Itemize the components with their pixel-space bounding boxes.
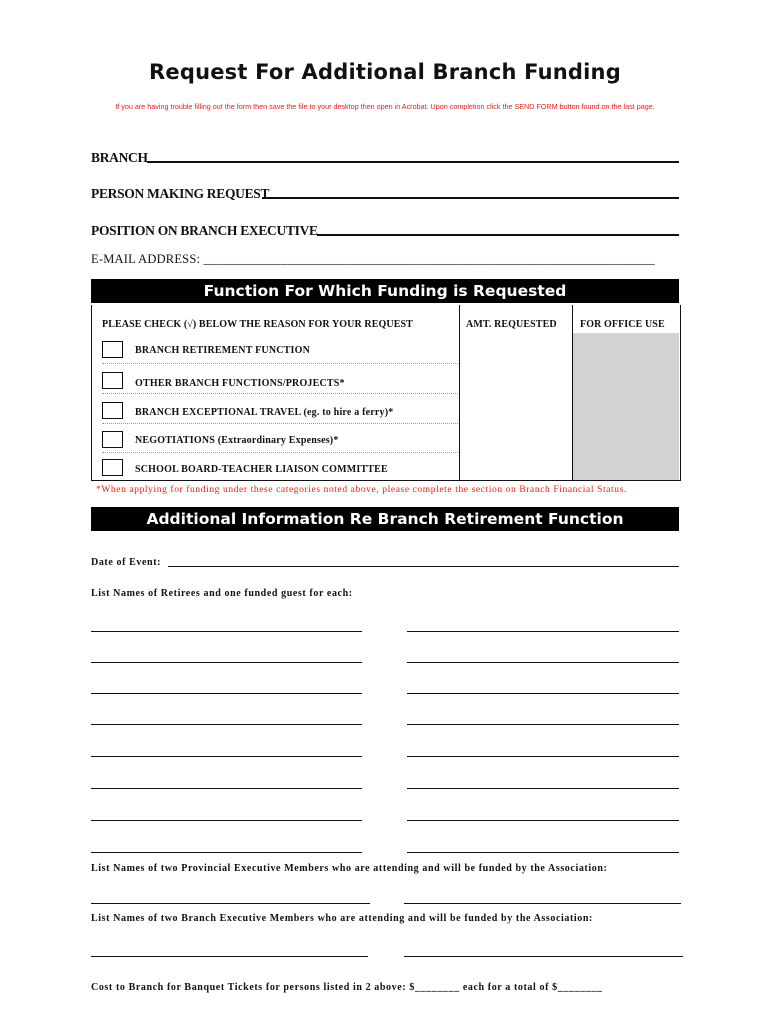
divider bbox=[102, 393, 458, 394]
retirement-section-header: Additional Information Re Branch Retirement Function bbox=[91, 507, 679, 531]
office-use-shade bbox=[573, 333, 679, 480]
guest-line[interactable] bbox=[407, 693, 679, 694]
categories-note: *When applying for funding under these categories noted above, please complete the section on Branch Financial Status. bbox=[96, 485, 627, 495]
guest-line[interactable] bbox=[407, 631, 679, 632]
amount-column-header: AMT. REQUESTED bbox=[466, 319, 557, 330]
function-section-header: Function For Which Funding is Requested bbox=[91, 279, 679, 303]
retiree-line[interactable] bbox=[91, 788, 362, 789]
person-label: PERSON MAKING REQUEST bbox=[91, 186, 270, 201]
retiree-line[interactable] bbox=[91, 693, 362, 694]
checkbox-negotiations[interactable] bbox=[102, 431, 123, 448]
retiree-line[interactable] bbox=[91, 820, 362, 821]
option-retirement: BRANCH RETIREMENT FUNCTION bbox=[135, 345, 311, 356]
guest-line[interactable] bbox=[407, 756, 679, 757]
option-liaison: SCHOOL BOARD-TEACHER LIAISON COMMITTEE bbox=[135, 464, 388, 475]
guest-line[interactable] bbox=[407, 662, 679, 663]
branch-exec-line[interactable] bbox=[404, 956, 683, 957]
retirees-label: List Names of Retirees and one funded guest for each: bbox=[91, 588, 353, 599]
provincial-line[interactable] bbox=[91, 903, 370, 904]
retiree-line[interactable] bbox=[91, 756, 362, 757]
date-label: Date of Event: bbox=[91, 557, 162, 568]
retiree-line[interactable] bbox=[91, 724, 362, 725]
divider bbox=[102, 423, 458, 424]
reason-column-header: PLEASE CHECK (√) BELOW THE REASON FOR YOUR REQUEST bbox=[102, 319, 413, 330]
retiree-line[interactable] bbox=[91, 631, 362, 632]
divider bbox=[102, 452, 458, 453]
person-field[interactable] bbox=[262, 197, 679, 199]
column-divider bbox=[572, 305, 573, 480]
retiree-line[interactable] bbox=[91, 852, 362, 853]
branch-field[interactable] bbox=[147, 161, 679, 163]
email-field[interactable]: E-MAIL ADDRESS: ______________________________________________________________________ bbox=[91, 252, 655, 266]
office-use-column-header: FOR OFFICE USE bbox=[580, 319, 665, 330]
position-field[interactable] bbox=[317, 234, 679, 236]
cost-label: Cost to Branch for Banquet Tickets for persons listed in 2 above: $________ each for a total of $________ bbox=[91, 982, 603, 993]
provincial-label: List Names of two Provincial Executive Members who are attending and will be funded by the Association: bbox=[91, 863, 608, 874]
checkbox-retirement[interactable] bbox=[102, 341, 123, 358]
guest-line[interactable] bbox=[407, 820, 679, 821]
date-field[interactable] bbox=[168, 566, 679, 567]
retiree-line[interactable] bbox=[91, 662, 362, 663]
column-divider bbox=[459, 305, 460, 480]
option-travel: BRANCH EXCEPTIONAL TRAVEL (eg. to hire a ferry)* bbox=[135, 407, 394, 418]
checkbox-travel[interactable] bbox=[102, 402, 123, 419]
divider bbox=[102, 363, 458, 364]
branch-label: BRANCH bbox=[91, 150, 148, 165]
guest-line[interactable] bbox=[407, 724, 679, 725]
branch-exec-label: List Names of two Branch Executive Members who are attending and will be funded by the Association: bbox=[91, 913, 593, 924]
function-table bbox=[91, 305, 681, 481]
guest-line[interactable] bbox=[407, 788, 679, 789]
form-title: Request For Additional Branch Funding bbox=[149, 60, 621, 84]
branch-exec-line[interactable] bbox=[91, 956, 368, 957]
option-negotiations: NEGOTIATIONS (Extraordinary Expenses)* bbox=[135, 435, 339, 446]
instructions-text: If you are having trouble filling out the form then save the file to your desktop then open in Acrobat. Upon completion click the SEND FORM button found on the last page. bbox=[115, 102, 655, 111]
checkbox-liaison[interactable] bbox=[102, 459, 123, 476]
position-label: POSITION ON BRANCH EXECUTIVE bbox=[91, 223, 318, 238]
provincial-line[interactable] bbox=[404, 903, 681, 904]
option-other-functions: OTHER BRANCH FUNCTIONS/PROJECTS* bbox=[135, 378, 345, 389]
checkbox-other-functions[interactable] bbox=[102, 372, 123, 389]
guest-line[interactable] bbox=[407, 852, 679, 853]
